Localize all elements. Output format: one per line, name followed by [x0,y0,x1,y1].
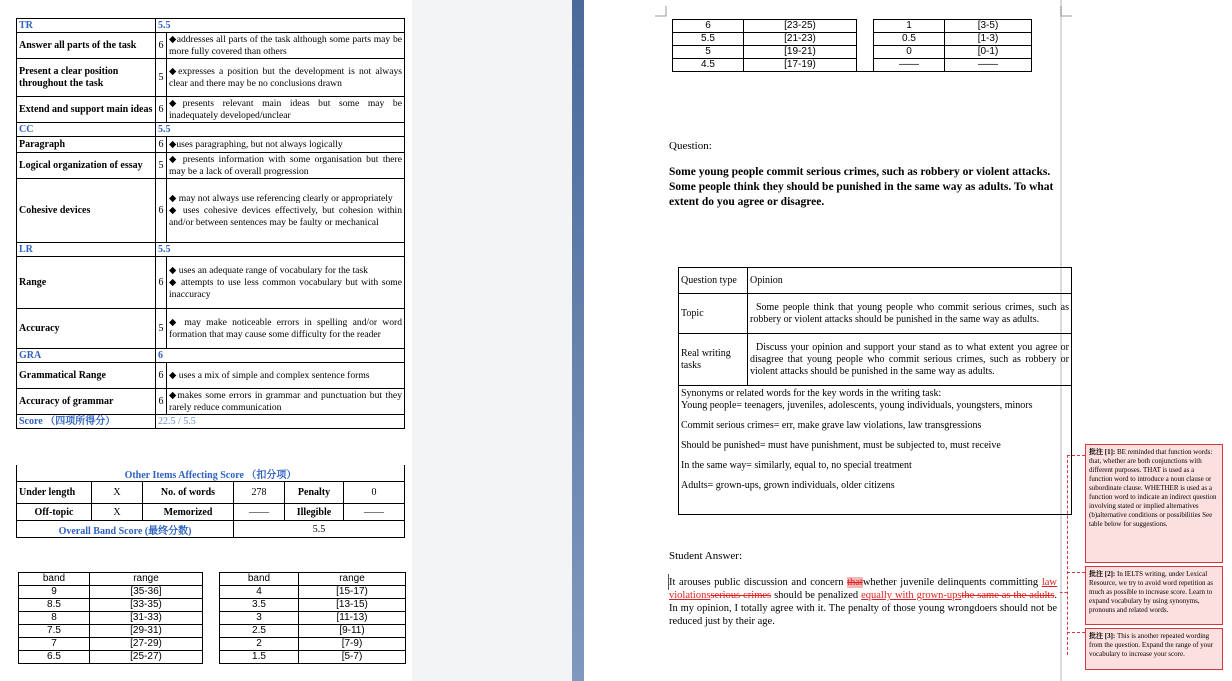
inserted-text[interactable]: law violations [669,577,1057,601]
analysis-table [678,267,1072,515]
table-cell: [7-9) [299,638,406,651]
under-length-mark: X [92,482,143,504]
table-cell: 8.5 [19,599,90,612]
synonym-line: Young people= teenagers, juveniles, adolescents, young individuals, youngsters, minors [681,400,1033,411]
category-score: 5.5 [156,243,405,257]
under-length-label: Under length [17,482,92,504]
rubric-row [17,59,405,97]
synonym-line: Adults= grown-ups, grown individuals, older citizens [681,480,895,491]
synonym-line: Should be punished= must have punishment, must be subjected to, must receive [681,440,1001,451]
student-answer-label: Student Answer: [669,550,743,562]
comment-text: BE reminded that function words: that, whether are both conjunctions with different purposes. THAT is used as a function word to introduce a noun clause or subordinate clause. WHETHER is used as a function word to indicate an indirect question involving stated or implied alternatives (b)alternative conditions or possibilities See table below for suggestions. [1089,448,1217,528]
band-header: band [19,573,90,586]
table-cell: [3-5) [945,20,1032,33]
type-label: Question type [679,268,748,294]
table-cell: [29-31) [90,625,203,638]
table-spacer [203,638,220,651]
overall-value: 5.5 [234,521,405,538]
rubric-row [17,363,405,389]
table-cell: 2.5 [220,625,299,638]
table-spacer [203,651,220,664]
category-label: GRA [17,349,156,363]
comment-text: In IELTS writing, under Lexical Resource, we try to avoid word repetition as much as possible to increase score. Learn to expand vocabulary by using synonyms, pronouns and related words. [1089,570,1214,614]
criterion-desc: ◆expresses a position but the development is not always clear and there may be no conclusions drawn [167,59,405,97]
table-cell: —— [945,59,1032,72]
table-cell: 4 [220,586,299,599]
criterion-desc: ◆ uses an adequate range of vocabulary for the task ◆ attempts to use less common vocabulary but with some inaccuracy [167,257,405,309]
type-value: Opinion [748,268,1072,294]
score-value: 22.5 / 5.5 [156,415,405,429]
criterion-name: Paragraph [17,137,156,153]
rubric-row [17,33,405,59]
criterion-score: 6 [156,363,167,389]
comment-tag: 批注 [2]: [1089,570,1116,578]
table-spacer [857,20,874,33]
inserted-text[interactable]: equally with grown-ups [861,590,962,601]
table-cell: [31-33) [90,612,203,625]
comment-text: This is another repeated wording from the question. Expand the range of your vocabulary to increase your score. [1089,632,1214,658]
document-page-left [0,0,412,681]
category-score: 5.5 [156,19,405,33]
comment-connector [1067,455,1068,655]
criterion-score: 5 [156,59,167,97]
comment-balloon-2[interactable] [1085,566,1223,625]
split-divider[interactable] [572,0,584,681]
off-topic-mark: X [92,504,143,521]
answer-text: . In my opinion, I totally agree with it. The penalty of those young wrongdoers should not be reduced just by their age. [669,590,1058,627]
criterion-name: Accuracy of grammar [17,389,156,415]
band-header: band [220,573,299,586]
rubric-table [16,18,405,429]
category-label: LR [17,243,156,257]
task-label: Real writing tasks [679,334,748,386]
table-spacer [857,46,874,59]
penalty-value: 0 [344,482,405,504]
rubric-row [17,257,405,309]
rubric-row [17,153,405,179]
criterion-desc: ◆ may not always use referencing clearly or appropriately ◆ uses cohesive devices effectively, but cohesion within and/or between sentences may be faulty or mechanical [167,179,405,243]
rubric-category-gra [17,349,405,363]
answer-text: whether juvenile delinquents committing [862,577,1042,588]
table-spacer [203,625,220,638]
criterion-name: Answer all parts of the task [17,33,156,59]
table-row [673,20,1032,33]
rubric-row [17,137,405,153]
question-text: Some young people commit serious crimes, such as robbery or violent attacks. Some people think they should be punished in the same way as adults. To what extent do you agree or disagree. [669,166,1054,208]
band-table-left [18,572,406,664]
table-spacer [203,612,220,625]
criterion-desc: ◆uses paragraphing, but not always logically [167,137,405,153]
memorized-label: Memorized [143,504,234,521]
question-label: Question: [669,140,712,152]
penalty-label: Penalty [285,482,344,504]
criterion-name: Logical organization of essay [17,153,156,179]
rubric-total [17,415,405,429]
page-corner-mark-icon [1060,6,1072,18]
page-corner-mark-icon [655,6,667,18]
comment-connector [1060,592,1067,593]
other-items-title: Other Items Affecting Score （扣分项） [17,465,405,482]
other-items-table [16,465,405,538]
table-cell: [33-35) [90,599,203,612]
criterion-name: Range [17,257,156,309]
task-value: Discuss your opinion and support your stand as to what extent you agree or disagree that young people who commit serious crimes, such as robbery or violent attacks should be punished in the same way as adults. [748,334,1072,386]
topic-value: Some people think that young people who commit serious crimes, such as robbery or violent attacks should be punished in the same way as adults. [748,294,1072,334]
table-row [19,599,406,612]
category-score: 5.5 [156,123,405,137]
category-label: CC [17,123,156,137]
criterion-name: Cohesive devices [17,179,156,243]
table-spacer [203,573,220,586]
table-row [673,59,1032,72]
rubric-category-lr [17,243,405,257]
rubric-category-tr [17,19,405,33]
table-cell: [11-13) [299,612,406,625]
rubric-row [17,309,405,349]
table-cell: [9-11) [299,625,406,638]
table-spacer [857,59,874,72]
table-cell: [5-7) [299,651,406,664]
table-cell: [0-1) [945,46,1032,59]
table-cell: 7 [19,638,90,651]
table-cell: [17-19) [744,59,857,72]
table-cell: 8 [19,612,90,625]
synonyms-cell [679,386,1072,515]
criterion-name: Extend and support main ideas [17,97,156,123]
table-cell: [23-25) [744,20,857,33]
table-cell: 0 [874,46,945,59]
table-spacer [857,33,874,46]
table-cell: 3 [220,612,299,625]
table-cell: 6.5 [19,651,90,664]
criterion-desc: ◆ presents information with some organisation but there may be a lack of overall progression [167,153,405,179]
criterion-name: Present a clear position throughout the task [17,59,156,97]
category-label: TR [17,19,156,33]
illegible-value: —— [344,504,405,521]
table-cell: 4.5 [673,59,744,72]
table-row [673,46,1032,59]
table-row [19,586,406,599]
overall-label: Overall Band Score (最终分数) [17,521,234,538]
table-cell: 5 [673,46,744,59]
table-spacer [203,586,220,599]
table-spacer [203,599,220,612]
comment-connector [1067,632,1085,633]
memorized-value: —— [234,504,285,521]
table-cell: [27-29) [90,638,203,651]
criterion-score: 6 [156,33,167,59]
table-row [19,625,406,638]
table-cell: 0.5 [874,33,945,46]
words-value: 278 [234,482,285,504]
table-cell: [13-15) [299,599,406,612]
score-label: Score （四项所得分） [17,415,156,429]
comment-balloon-3[interactable] [1085,628,1223,670]
comment-balloon-1[interactable] [1085,444,1223,563]
synonym-line: Commit serious crimes= err, make grave law violations, law transgressions [681,420,982,431]
deleted-text[interactable]: that [847,577,863,588]
answer-text: should be penalized [771,590,862,601]
deleted-text[interactable]: the same as the adults [961,590,1055,601]
criterion-score: 6 [156,97,167,123]
topic-label: Topic [679,294,748,334]
criterion-score: 6 [156,389,167,415]
synonyms-title: Synonyms or related words for the key words in the writing task: [681,388,942,399]
illegible-label: Illegible [285,504,344,521]
table-cell: [19-21) [744,46,857,59]
rubric-row [17,389,405,415]
range-header: range [299,573,406,586]
criterion-score: 5 [156,153,167,179]
table-cell: [35-36] [90,586,203,599]
table-cell: [25-27) [90,651,203,664]
criterion-desc: ◆presents relevant main ideas but some may be inadequately developed/unclear [167,97,405,123]
table-row [673,33,1032,46]
criterion-desc: ◆addresses all parts of the task although some parts may be more fully covered than others [167,33,405,59]
criterion-score: 6 [156,179,167,243]
synonym-line: In the same way= similarly, equal to, no special treatment [681,460,912,471]
table-cell: 9 [19,586,90,599]
table-cell: [15-17) [299,586,406,599]
criterion-name: Accuracy [17,309,156,349]
band-table-right [672,19,1032,72]
category-score: 6 [156,349,405,363]
table-cell: 2 [220,638,299,651]
criterion-score: 6 [156,137,167,153]
criterion-name: Grammatical Range [17,363,156,389]
workspace-gap [412,0,572,681]
comment-tag: 批注 [3]: [1089,632,1116,640]
table-cell: 7.5 [19,625,90,638]
comment-connector [1067,455,1085,456]
off-topic-label: Off-topic [17,504,92,521]
table-row [19,638,406,651]
rubric-row [17,179,405,243]
criterion-desc: ◆ may make noticeable errors in spelling and/or word formation that may cause some difficulty for the reader [167,309,405,349]
rubric-row [17,97,405,123]
range-header: range [90,573,203,586]
table-cell: 1.5 [220,651,299,664]
table-cell: 5.5 [673,33,744,46]
table-cell: [1-3) [945,33,1032,46]
table-row [19,612,406,625]
rubric-category-cc [17,123,405,137]
comment-connector [1067,572,1085,573]
comment-tag: 批注 [1]: [1089,448,1116,456]
criterion-desc: ◆makes some errors in grammar and punctuation but they rarely reduce communication [167,389,405,415]
table-cell: 1 [874,20,945,33]
criterion-score: 5 [156,309,167,349]
table-cell: 3.5 [220,599,299,612]
answer-text: It arouses public discussion and concern [669,577,848,588]
table-row [19,651,406,664]
criterion-desc: ◆ uses a mix of simple and complex sentence forms [167,363,405,389]
table-cell: [21-23) [744,33,857,46]
criterion-score: 6 [156,257,167,309]
table-cell: —— [874,59,945,72]
table-cell: 6 [673,20,744,33]
student-answer-text [669,576,1057,628]
deleted-text[interactable]: serious crimes [710,590,772,601]
words-label: No. of words [143,482,234,504]
